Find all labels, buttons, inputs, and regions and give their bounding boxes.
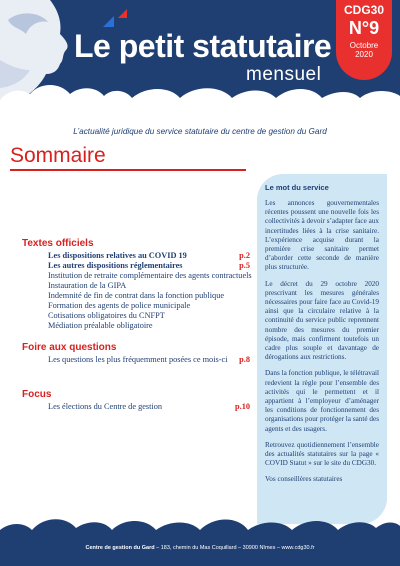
section-heading: Textes officiels [22, 238, 94, 249]
header-banner [0, 0, 400, 112]
issue-badge [336, 0, 392, 80]
toc-item[interactable] [22, 311, 248, 321]
toc-item[interactable] [22, 251, 248, 261]
toc-item-text: Médiation préalable obligatoire [48, 321, 153, 330]
toc-page-number: p.2 [239, 251, 250, 260]
toc-item-text: Institution de retraite complémentaire des agents contractuels [48, 271, 252, 280]
footer-address [0, 545, 400, 551]
toc-item[interactable] [22, 321, 248, 331]
section-focus [22, 389, 248, 412]
editorial-sidebar [257, 174, 387, 524]
sidebar-signature: Vos conseillères statutaires [265, 475, 343, 484]
toc-item[interactable] [22, 291, 248, 301]
toc-item-text: Instauration de la GIPA [48, 281, 127, 290]
toc-item-text: Les autres dispositions réglementaires [48, 261, 183, 270]
toc-item-text: Les dispositions relatives au COVID 19 [48, 251, 187, 260]
toc-page-number: p.5 [239, 261, 250, 270]
toc-item-text: Indemnité de fin de contrat dans la fonction publique [48, 291, 225, 300]
footer-address-text: – 183, chemin du Mas Coquillard – 30900 Nîmes – www.cdg30.fr [154, 545, 315, 551]
tagline: L’actualité juridique du service statutaire du centre de gestion du Gard [73, 127, 327, 136]
footer-cloud-shape [0, 508, 400, 566]
sidebar-paragraph: Retrouvez quotidiennement l’ensemble des actualités statutaires sur la page « COVID Statut » sur le site du CDG30. [265, 440, 379, 468]
issue-number: N°9 [348, 18, 380, 38]
cloud-border [0, 72, 400, 112]
sidebar-title: Le mot du service [265, 183, 329, 192]
sidebar-body [265, 199, 379, 492]
badge-org: CDG30 [343, 3, 384, 17]
toc-item[interactable] [22, 271, 252, 281]
section-heading: Focus [22, 389, 52, 400]
sidebar-paragraph: Le décret du 29 octobre 2020 prescrivant les mesures générales nécessaires pour faire face au Covid-19 ainsi que la circulaire relative à la continuité du service public reprennent nombre des mesures du premier épisode, mais confirment toutefois un cadre plus souple et davantage de dérogations aux restrictions. [265, 279, 379, 362]
section-heading: Foire aux questions [22, 342, 117, 353]
publication-title: Le petit statutaire [74, 28, 332, 64]
toc-item[interactable] [22, 355, 248, 365]
sommaire-underline [10, 169, 246, 171]
publication-subtitle: mensuel [246, 64, 322, 85]
toc-item-text: Formation des agents de police municipale [48, 301, 191, 310]
flag-shape-blue [103, 16, 114, 27]
section-foire-aux-questions [22, 342, 248, 365]
toc-item[interactable] [22, 301, 248, 311]
toc-item[interactable] [22, 261, 248, 271]
sommaire-title: Sommaire [10, 144, 106, 167]
footer-org: Centre de gestion du Gard [85, 545, 155, 551]
toc-item-text: Les élections du Centre de gestion [48, 402, 163, 411]
toc-page-number: p.10 [235, 402, 250, 411]
toc-item[interactable] [22, 402, 248, 412]
toc-item-text: Les questions les plus fréquemment posées ce mois-ci [48, 355, 228, 364]
issue-year: 2020 [355, 50, 373, 59]
sidebar-paragraph: Les annonces gouvernementales récentes poussent une nouvelle fois les collectivités à devoir s’adapter face aux incertitudes liées à la crise sanitaire. L’expérience acquise durant la première crise sanitaire permet d’aborder cette seconde de manière plus structurée. [265, 199, 379, 272]
sidebar-paragraph: Dans la fonction publique, le télétravail redevient la règle pour l’ensemble des activités qui le permettent et il appartient à l’employeur d’aménager les conditions de fonctionnement des organisations pour protéger la santé des agents et des usagers. [265, 369, 379, 433]
flag-shape-red [118, 9, 127, 18]
toc-item[interactable] [22, 281, 248, 291]
issue-month: Octobre [349, 41, 379, 50]
toc-item-text: Cotisations obligatoires du CNFPT [48, 311, 165, 320]
toc-page-number: p.8 [239, 355, 250, 364]
footer-banner [0, 508, 400, 566]
section-textes-officiels [22, 238, 252, 331]
